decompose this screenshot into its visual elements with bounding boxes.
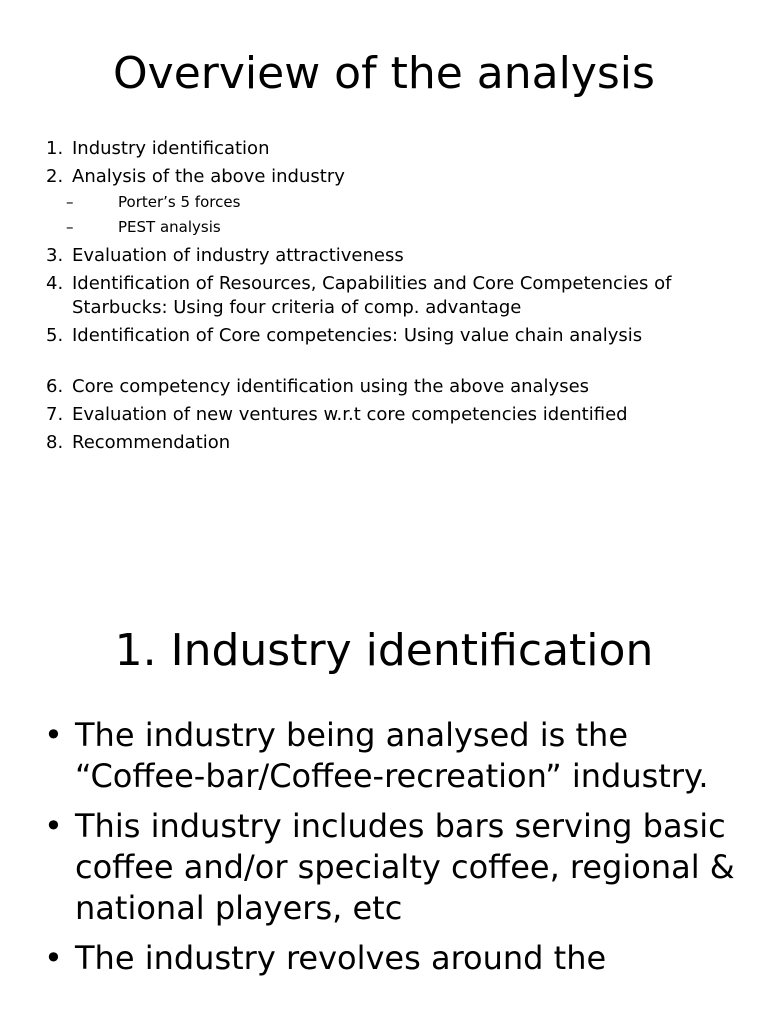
list-item (46, 324, 746, 348)
slide-title-overview: Overview of the analysis (113, 48, 655, 99)
list-item (46, 272, 746, 320)
list-item (46, 431, 746, 455)
list-item-text: Identification of Resources, Capabilities and Core Competencies of Starbucks: Using four criteria of comp. advantage (72, 273, 672, 318)
bullet-item (44, 715, 744, 797)
sub-list-item (66, 190, 746, 215)
list-item-text: Evaluation of new ventures w.r.t core competencies identified (72, 404, 628, 425)
list-item (46, 165, 746, 240)
bullet-item (44, 938, 744, 979)
list-number: 3. (46, 245, 64, 266)
dash-marker: – (66, 218, 74, 236)
list-item-text: Recommendation (72, 432, 231, 453)
bullet-list (44, 715, 744, 988)
bullet-marker: • (44, 807, 63, 845)
sub-list-item-text: PEST analysis (118, 218, 221, 236)
list-number: 2. (46, 166, 64, 187)
list-number: 7. (46, 404, 64, 425)
bullet-marker: • (44, 939, 63, 977)
list-item (46, 137, 746, 161)
list-item-text: Identification of Core competencies: Using value chain analysis (72, 325, 643, 346)
bullet-text: The industry being analysed is the “Coffee-bar/Coffee-recreation” industry. (75, 716, 709, 795)
list-item (46, 244, 746, 268)
overview-list (46, 137, 746, 459)
list-number: 8. (46, 432, 64, 453)
list-number: 5. (46, 325, 64, 346)
list-item-text: Evaluation of industry attractiveness (72, 245, 404, 266)
dash-marker: – (66, 193, 74, 211)
sub-list-item-text: Porter’s 5 forces (118, 193, 241, 211)
sub-list (66, 190, 746, 240)
bullet-text: This industry includes bars serving basic coffee and/or specialty coffee, regional & national players, etc (75, 807, 735, 927)
list-number: 1. (46, 138, 64, 159)
list-item-text: Analysis of the above industry (72, 166, 345, 187)
list-number: 4. (46, 273, 64, 294)
list-item (46, 403, 746, 427)
list-item-text: Industry identification (72, 138, 270, 159)
bullet-text: The industry revolves around the (75, 939, 607, 977)
list-number: 6. (46, 376, 64, 397)
slide-title-industry-identification: 1. Industry identification (114, 625, 654, 676)
list-item (46, 375, 746, 399)
bullet-marker: • (44, 716, 63, 754)
bullet-item (44, 806, 744, 929)
list-item-text: Core competency identification using the above analyses (72, 376, 590, 397)
sub-list-item (66, 215, 746, 240)
